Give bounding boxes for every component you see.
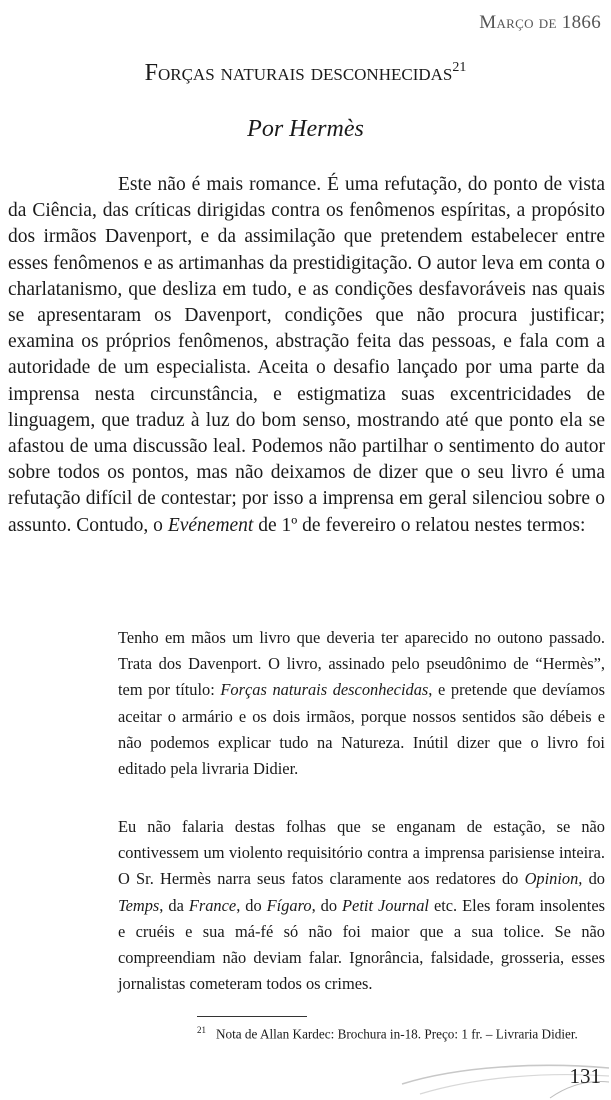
article-author: Por Hermès	[247, 116, 364, 142]
footnote-number: 21	[197, 1025, 206, 1035]
quote-2-sep2: , da	[159, 895, 189, 915]
quote-2-sep3: , do	[236, 895, 267, 915]
quote-2-sep4: , do	[311, 895, 343, 915]
block-quote-2	[118, 814, 605, 997]
footnote-divider	[197, 1016, 307, 1017]
intro-paragraph	[8, 172, 605, 539]
page-number: 131	[569, 1064, 601, 1088]
quote-1-part2: , e pretende que devíamos aceitar o armário e os dois irmãos, porque nossos sentidos são débeis e não podemos explicar tudo na Natureza. Inútil dizer que o livro foi editado pela livraria Didier.	[118, 680, 606, 779]
footnote-text: Nota de Allan Kardec: Brochura in-18. Preço: 1 fr. – Livraria Didier.	[216, 1026, 578, 1042]
book-title: Forças naturais desconhecidas	[220, 680, 429, 700]
quote-2-sep1: do	[582, 869, 605, 889]
paper-france: France	[188, 895, 237, 915]
footnote	[197, 1021, 607, 1043]
article-title-text: Forças naturais desconhecidas	[144, 60, 453, 86]
paper-opinion: Opinion,	[524, 869, 583, 889]
intro-text-part2: de 1º de fevereiro o relatou nestes termos:	[253, 514, 586, 536]
quote-2-part2: etc. Eles foram insolentes e cruéis e sua má-fé só não foi maior que a sua tolice. Se não compreendiam não deviam falar. Ignorância, falsidade, grosseria, esses jornalistas cometeram todos os crimes.	[118, 895, 606, 994]
block-quote-1-text	[118, 625, 605, 782]
block-quote-1	[118, 625, 605, 782]
newspaper-name: Evénement	[167, 514, 254, 536]
paper-figaro: Fígaro	[266, 895, 312, 915]
running-head: Março de 1866	[479, 12, 601, 33]
intro-paragraph-text	[8, 172, 605, 539]
intro-text-part1: Este não é mais romance. É uma refutação, do ponto de vista da Ciência, das críticas dirigidas contra os fenômenos espíritas, a propósito dos irmãos Davenport, e da assimilação que pretendem estabelecer entre esses fenômenos e as artimanhas da prestidigitação. O autor leva em conta o charlatanismo, que desliza em tudo, e as condições desfavoráveis nas quais se apresentaram os Davenport, condições que não procura justificar; examina os próprios fenômenos, abstração feita das pessoas, e fala com a autoridade de um especialista. Aceita o desafio lançado por uma parte da imprensa nesta circunstância, e estigmatiza suas excentricidades de linguagem, que traduz à luz do bom senso, mostrando até que ponto ela se afastou de uma discussão leal. Podemos não partilhar o sentimento do autor sobre todos os pontos, mas não deixamos de dizer que o seu livro é uma refutação difícil de contestar; por isso a imprensa em geral silenciou sobre o assunto. Contudo, o	[8, 174, 605, 536]
paper-petit-journal: Petit Journal	[342, 895, 429, 915]
quote-2-part1: Eu não falaria destas folhas que se enganam de estação, se não contivessem um violento requisitório contra a imprensa parisiense inteira. O Sr. Hermès narra seus fatos claramente aos redatores do	[118, 817, 605, 889]
paper-temps: Temps	[118, 895, 160, 915]
block-quote-2-text	[118, 814, 605, 997]
article-title	[0, 60, 611, 87]
footnote-reference: 21	[452, 60, 467, 75]
quote-1-part1: Tenho em mãos um livro que deveria ter aparecido no outono passado. Trata dos Davenport. O livro, assinado pelo pseudônimo de “Hermès”, tem por título:	[118, 628, 605, 700]
